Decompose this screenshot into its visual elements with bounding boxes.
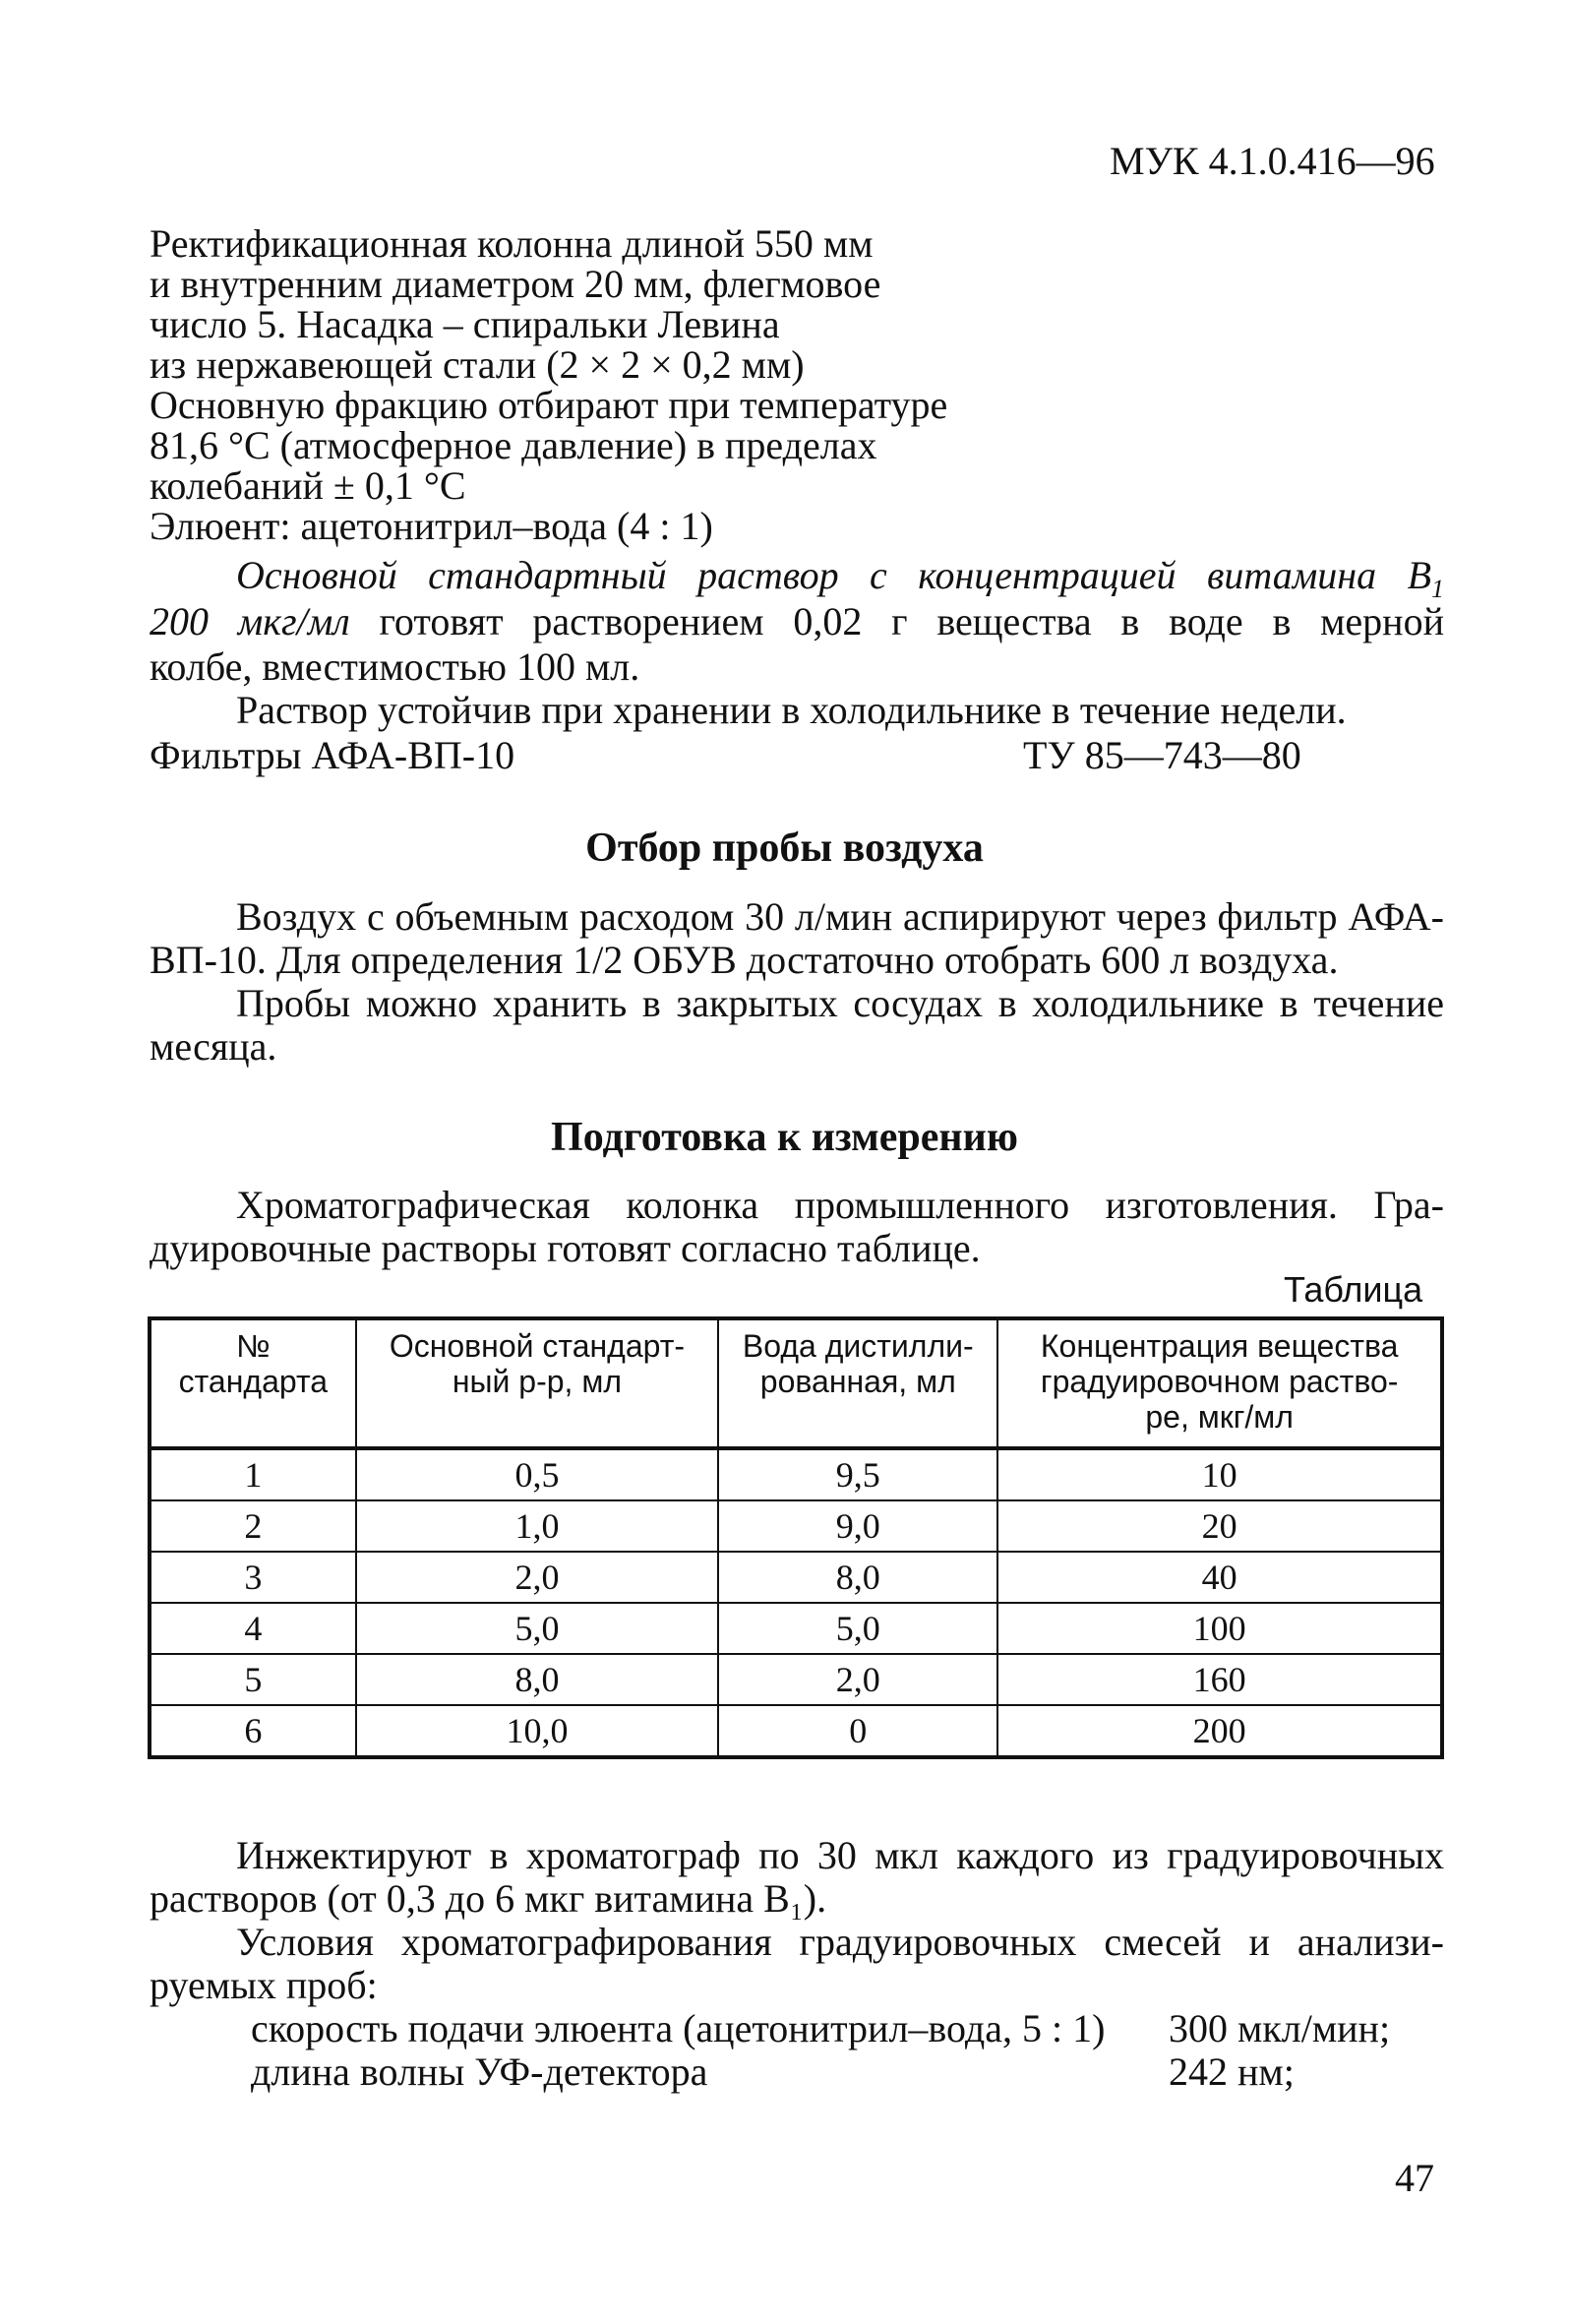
table-header-stock-volume: Основной стандарт- ный р-р, мл [356, 1318, 719, 1448]
condition-value: 242 нм; [1169, 2049, 1295, 2094]
preparation-text: Хроматографическая колонка промышленного изготовления. Гра- [236, 1183, 1444, 1227]
page-number: 47 [1395, 2156, 1434, 2200]
sampling-text: ВП-10. Для определения 1/2 ОБУВ достаточно отобрать 600 л воздуха. [150, 938, 1339, 982]
table-cell: 10,0 [356, 1705, 719, 1757]
table-cell: 8,0 [356, 1654, 719, 1705]
preparation-text: дуировочные растворы готовят согласно таблице. [150, 1226, 981, 1270]
condition-label: скорость подачи элюента (ацетонитрил–вода, 5 : 1) [251, 2006, 1106, 2050]
table-cell: 1,0 [356, 1500, 719, 1552]
table-cell: 9,0 [718, 1500, 997, 1552]
reagent-line: Основную фракцию отбирают при температуре [150, 383, 948, 427]
condition-value: 300 мкл/мин; [1169, 2006, 1391, 2050]
table-cell: 160 [997, 1654, 1442, 1705]
table-cell: 9,5 [718, 1448, 997, 1500]
filter-spec: ТУ 85—743—80 [1023, 733, 1301, 777]
reagent-line: Ректификационная колонна длиной 550 мм [150, 221, 874, 266]
stock-solution-line [150, 599, 1444, 643]
table-cell: 6 [150, 1705, 356, 1757]
sampling-text: месяца. [150, 1024, 277, 1069]
calibration-table [148, 1316, 1444, 1759]
table-row [150, 1552, 1442, 1603]
reagent-line: 81,6 °С (атмосферное давление) в пределах [150, 423, 877, 467]
table-row [150, 1705, 1442, 1757]
table-row [150, 1603, 1442, 1654]
table-cell: 2,0 [356, 1552, 719, 1603]
table-caption: Таблица [1284, 1269, 1423, 1310]
table-cell: 1 [150, 1448, 356, 1500]
table-row [150, 1500, 1442, 1552]
stock-concentration: 200 мкг/мл [150, 599, 350, 643]
table-cell: 0,5 [356, 1448, 719, 1500]
conditions-text: руемых проб: [150, 1963, 378, 2007]
table-cell: 2,0 [718, 1654, 997, 1705]
reagent-line: число 5. Насадка – спиральки Левина [150, 302, 780, 346]
table-cell: 4 [150, 1603, 356, 1654]
table-cell: 200 [997, 1705, 1442, 1757]
table-row [150, 1448, 1442, 1500]
injection-text: Инжектируют в хроматограф по 30 мкл каждого из градуировочных [236, 1833, 1444, 1877]
table-row [150, 1654, 1442, 1705]
table-cell: 10 [997, 1448, 1442, 1500]
table-cell: 2 [150, 1500, 356, 1552]
sampling-text: Пробы можно хранить в закрытых сосудах в холодильнике в течение [236, 981, 1444, 1025]
conditions-text: Условия хроматографирования градуировочных смесей и анализи- [236, 1920, 1444, 1964]
section-heading-preparation: Подготовка к измерению [551, 1115, 1018, 1160]
table-cell: 3 [150, 1552, 356, 1603]
table-cell: 8,0 [718, 1552, 997, 1603]
table-cell: 5 [150, 1654, 356, 1705]
reagent-line: из нержавеющей стали (2 × 2 × 0,2 мм) [150, 342, 805, 387]
table-header-concentration: Концентрация вещества градуировочном раство- ре, мкг/мл [997, 1318, 1442, 1448]
reagent-line: и внутренним диаметром 20 мм, флегмовое [150, 262, 881, 306]
table-cell: 0 [718, 1705, 997, 1757]
stock-solution-term: Основной стандартный раствор с концентрацией витамина B [236, 553, 1431, 597]
stability-note: Раствор устойчив при хранении в холодильнике в течение недели. [236, 688, 1347, 732]
stock-solution-line: колбе, вместимостью 100 мл. [150, 644, 640, 689]
filter-name: Фильтры АФА-ВП-10 [150, 733, 515, 777]
section-heading-sampling: Отбор пробы воздуха [585, 826, 984, 871]
table-header-water-volume: Вода дистилли- рованная, мл [718, 1318, 997, 1448]
table-cell: 5,0 [356, 1603, 719, 1654]
table-header-standard-number: № стандарта [150, 1318, 356, 1448]
sampling-text: Воздух с объемным расходом 30 л/мин аспирируют через фильтр АФА- [236, 894, 1444, 939]
condition-label: длина волны УФ-детектора [251, 2049, 708, 2094]
reagent-line: колебаний ± 0,1 °С [150, 463, 466, 508]
reagent-line: Элюент: ацетонитрил–вода (4 : 1) [150, 504, 713, 548]
table-cell: 20 [997, 1500, 1442, 1552]
table-cell: 100 [997, 1603, 1442, 1654]
stock-solution-text: готовят растворением 0,02 г вещества в воде в мерной [349, 599, 1444, 643]
table-cell: 40 [997, 1552, 1442, 1603]
table-cell: 5,0 [718, 1603, 997, 1654]
injection-text: растворов (от 0,3 до 6 мкг витамина B₁). [150, 1876, 827, 1921]
vitamin-subscript: 1 [1431, 575, 1444, 603]
table-header-row [150, 1318, 1442, 1448]
document-code: МУК 4.1.0.416—96 [1110, 139, 1435, 183]
